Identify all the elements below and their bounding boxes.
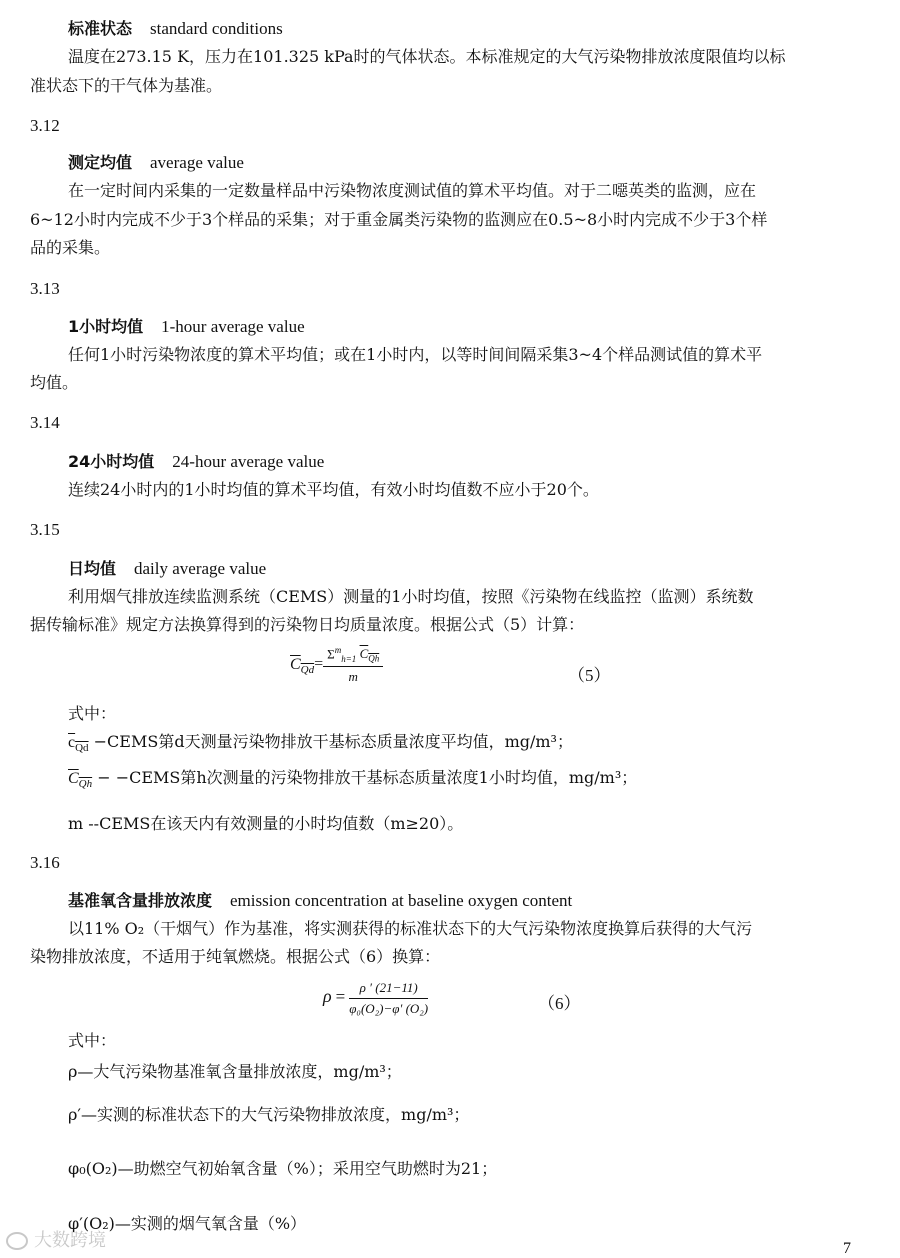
paragraph-line: 在一定时间内采集的一定数量样品中污染物浓度测试值的算术平均值。对于二噁英类的监测，应在 [68, 181, 757, 200]
term-zh: 测定均值 [68, 153, 133, 172]
section-number: 3.12 [30, 116, 60, 135]
definition-line: $c_{Qd}$ −CEMS第d天测量污染物排放干基标态质量浓度平均值，mg/m³； [68, 732, 573, 755]
watermark-icon [6, 1232, 28, 1250]
definition-line: ρ—大气污染物基准氧含量排放浓度，mg/m³； [68, 1062, 402, 1081]
section-number: 3.15 [30, 520, 60, 539]
term-zh: 基准氧含量排放浓度 [68, 891, 213, 910]
term-heading-daily-average [68, 558, 266, 580]
section-number: 3.16 [30, 853, 60, 872]
term-en: standard conditions [150, 19, 283, 38]
paragraph-line: 任何1小时污染物浓度的算术平均值；或在1小时内，以等时间间隔采集3~4个样品测试值的算术平 [68, 345, 763, 364]
paragraph-line: 连续24小时内的1小时均值的算术平均值，有效小时均值数不应小于20个。 [68, 480, 599, 499]
formula-6: ρ = $\frac{\rho ' (21-11)}{\text{φ₀(O₂)−φ′ (O₂)}}$ [323, 980, 429, 1016]
definition-line: $C_{Qh}$ − −CEMS第h次测量的污染物排放干基标态质量浓度1小时均值，mg/m³； [68, 768, 638, 791]
term-heading-24-hour-average [68, 451, 324, 473]
section-number: 3.14 [30, 413, 60, 432]
paragraph-line: 准状态下的干气体为基准。 [30, 76, 223, 95]
term-heading-average-value [68, 152, 244, 174]
definition-line: φ₀(O₂)—助燃空气初始氧含量（%）；采用空气助燃时为21； [68, 1159, 498, 1178]
paragraph-line: 均值。 [30, 373, 79, 392]
definition-line: ρ′—实测的标准状态下的大气污染物排放浓度，mg/m³； [68, 1105, 470, 1124]
paragraph-line: 据传输标准》规定方法换算得到的污染物日均质量浓度。根据公式（5）计算： [30, 615, 585, 634]
term-en: daily average value [134, 559, 267, 578]
watermark-text: 大数跨境 [34, 1230, 106, 1251]
term-heading-baseline-oxygen [68, 890, 572, 912]
term-zh: 24小时均值 [68, 452, 155, 471]
term-zh: 1小时均值 [68, 317, 144, 336]
term-zh: 标准状态 [68, 19, 133, 38]
term-en: 24-hour average value [172, 452, 325, 471]
paragraph-line: 利用烟气排放连续监测系统（CEMS）测量的1小时均值，按照《污染物在线监控（监测）系统数 [68, 587, 754, 606]
equation-number: （6） [538, 994, 581, 1013]
section-number: 3.13 [30, 279, 60, 298]
page-number: 7 [843, 1240, 851, 1257]
term-en: average value [150, 153, 244, 172]
where-label: 式中： [68, 704, 117, 723]
paragraph-line: 6~12小时内完成不少于3个样品的采集；对于重金属类污染物的监测应在0.5~8小时内完成不少于3个样 [30, 210, 768, 229]
term-en: 1-hour average value [161, 317, 305, 336]
definition-line: φ′(O₂)—实测的烟气氧含量（%） [68, 1214, 307, 1233]
definition-line: m --CEMS在该天内有效测量的小时均值数（m≥20）。 [68, 814, 464, 833]
watermark-logo [6, 1226, 106, 1252]
paragraph-line: 染物排放浓度，不适用于纯氧燃烧。根据公式（6）换算： [30, 947, 441, 966]
term-zh: 日均值 [68, 559, 117, 578]
where-label: 式中： [68, 1031, 117, 1050]
formula-5: $C_{Qd}=$ $\frac{\Sigma^m_{h=1} C_{Qh}}{m}$ [290, 645, 383, 685]
term-heading-standard-conditions [68, 18, 283, 40]
term-en: emission concentration at baseline oxygen content [230, 891, 573, 910]
equation-number: （5） [568, 666, 611, 685]
formula-5-fraction: $\frac{\Sigma^m_{h=1} C_{Qh}}{m}$ [323, 645, 383, 685]
formula-6-fraction: $\frac{\rho ' (21-11)}{\text{φ₀(O₂)−φ′ (O₂)}}$ [349, 980, 429, 1016]
paragraph-line: 以11% O₂（干烟气）作为基准，将实测获得的标准状态下的大气污染物浓度换算后获得的大气污 [68, 919, 753, 938]
paragraph-line: 品的采集。 [30, 238, 111, 257]
term-heading-1-hour-average [68, 316, 305, 338]
paragraph-line: 温度在273.15 K，压力在101.325 kPa时的气体状态。本标准规定的大气污染物排放浓度限值均以标 [68, 47, 786, 66]
